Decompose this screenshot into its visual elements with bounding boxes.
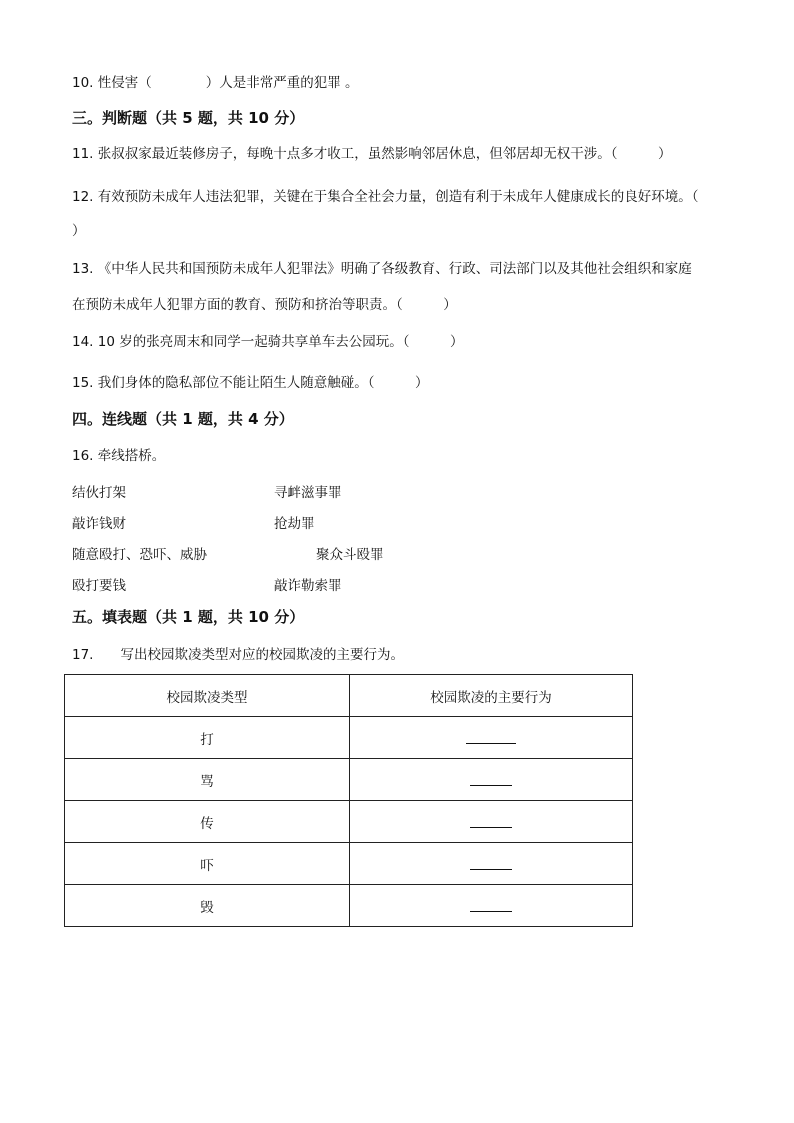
bully-type: 吓 [65,843,350,885]
table-header-type: 校园欺凌类型 [65,675,350,717]
table-row [65,801,633,843]
bully-type: 骂 [65,759,350,801]
table-header-row [65,675,633,717]
match-left-1: 结伙打架 [72,485,126,501]
table-row [65,843,633,885]
match-left-4: 殴打要钱 [72,578,126,594]
answer-blank[interactable] [470,855,512,870]
match-right-3: 聚众斗殴罪 [316,547,384,563]
table-header-behavior: 校园欺凌的主要行为 [350,675,633,717]
match-right-2: 抢劫罪 [274,516,315,532]
table-row [65,717,633,759]
question-14: 14. 10 岁的张亮周末和同学一起骑共享单车去公园玩。（ ） [72,334,464,350]
question-17: 17. 写出校园欺凌类型对应的校园欺凌的主要行为。 [72,647,404,663]
question-11: 11. 张叔叔家最近装修房子，每晚十点多才收工，虽然影响邻居休息，但邻居却无权干涉。（ ） [72,146,672,162]
question-13: 13. 《中华人民共和国预防未成年人犯罪法》明确了各级教育、行政、司法部门以及其他社会组织和家庭 [72,261,692,277]
table-row [65,885,633,927]
answer-cell[interactable] [350,717,633,759]
question-16: 16. 牵线搭桥。 [72,448,166,464]
bully-type: 传 [65,801,350,843]
answer-blank[interactable] [466,729,516,744]
bully-type: 打 [65,717,350,759]
answer-cell[interactable] [350,885,633,927]
answer-blank[interactable] [470,813,512,828]
section-5-heading: 五。填表题（共 1 题，共 10 分） [72,608,305,626]
match-left-3: 随意殴打、恐吓、威胁 [72,547,207,563]
bullying-table [64,674,633,927]
question-15: 15. 我们身体的隐私部位不能让陌生人随意触碰。（ ） [72,375,429,391]
match-left-2: 敲诈钱财 [72,516,126,532]
section-3-heading: 三。判断题（共 5 题，共 10 分） [72,109,305,127]
answer-cell[interactable] [350,759,633,801]
bully-type: 毁 [65,885,350,927]
answer-blank[interactable] [470,771,512,786]
section-4-heading: 四。连线题（共 1 题，共 4 分） [72,410,294,428]
answer-cell[interactable] [350,843,633,885]
match-right-1: 寻衅滋事罪 [274,485,342,501]
question-13-cont: 在预防未成年人犯罪方面的教育、预防和挤治等职责。（ ） [72,297,457,313]
answer-cell[interactable] [350,801,633,843]
answer-blank[interactable] [470,897,512,912]
table-row [65,759,633,801]
question-12: 12. 有效预防未成年人违法犯罪，关键在于集合全社会力量，创造有利于未成年人健康成长的良好环境。（ [72,189,699,205]
match-right-4: 敲诈勒索罪 [274,578,342,594]
question-10: 10. 性侵害（ ）人是非常严重的犯罪 。 [72,75,359,91]
question-12-cont: ） [72,223,86,239]
